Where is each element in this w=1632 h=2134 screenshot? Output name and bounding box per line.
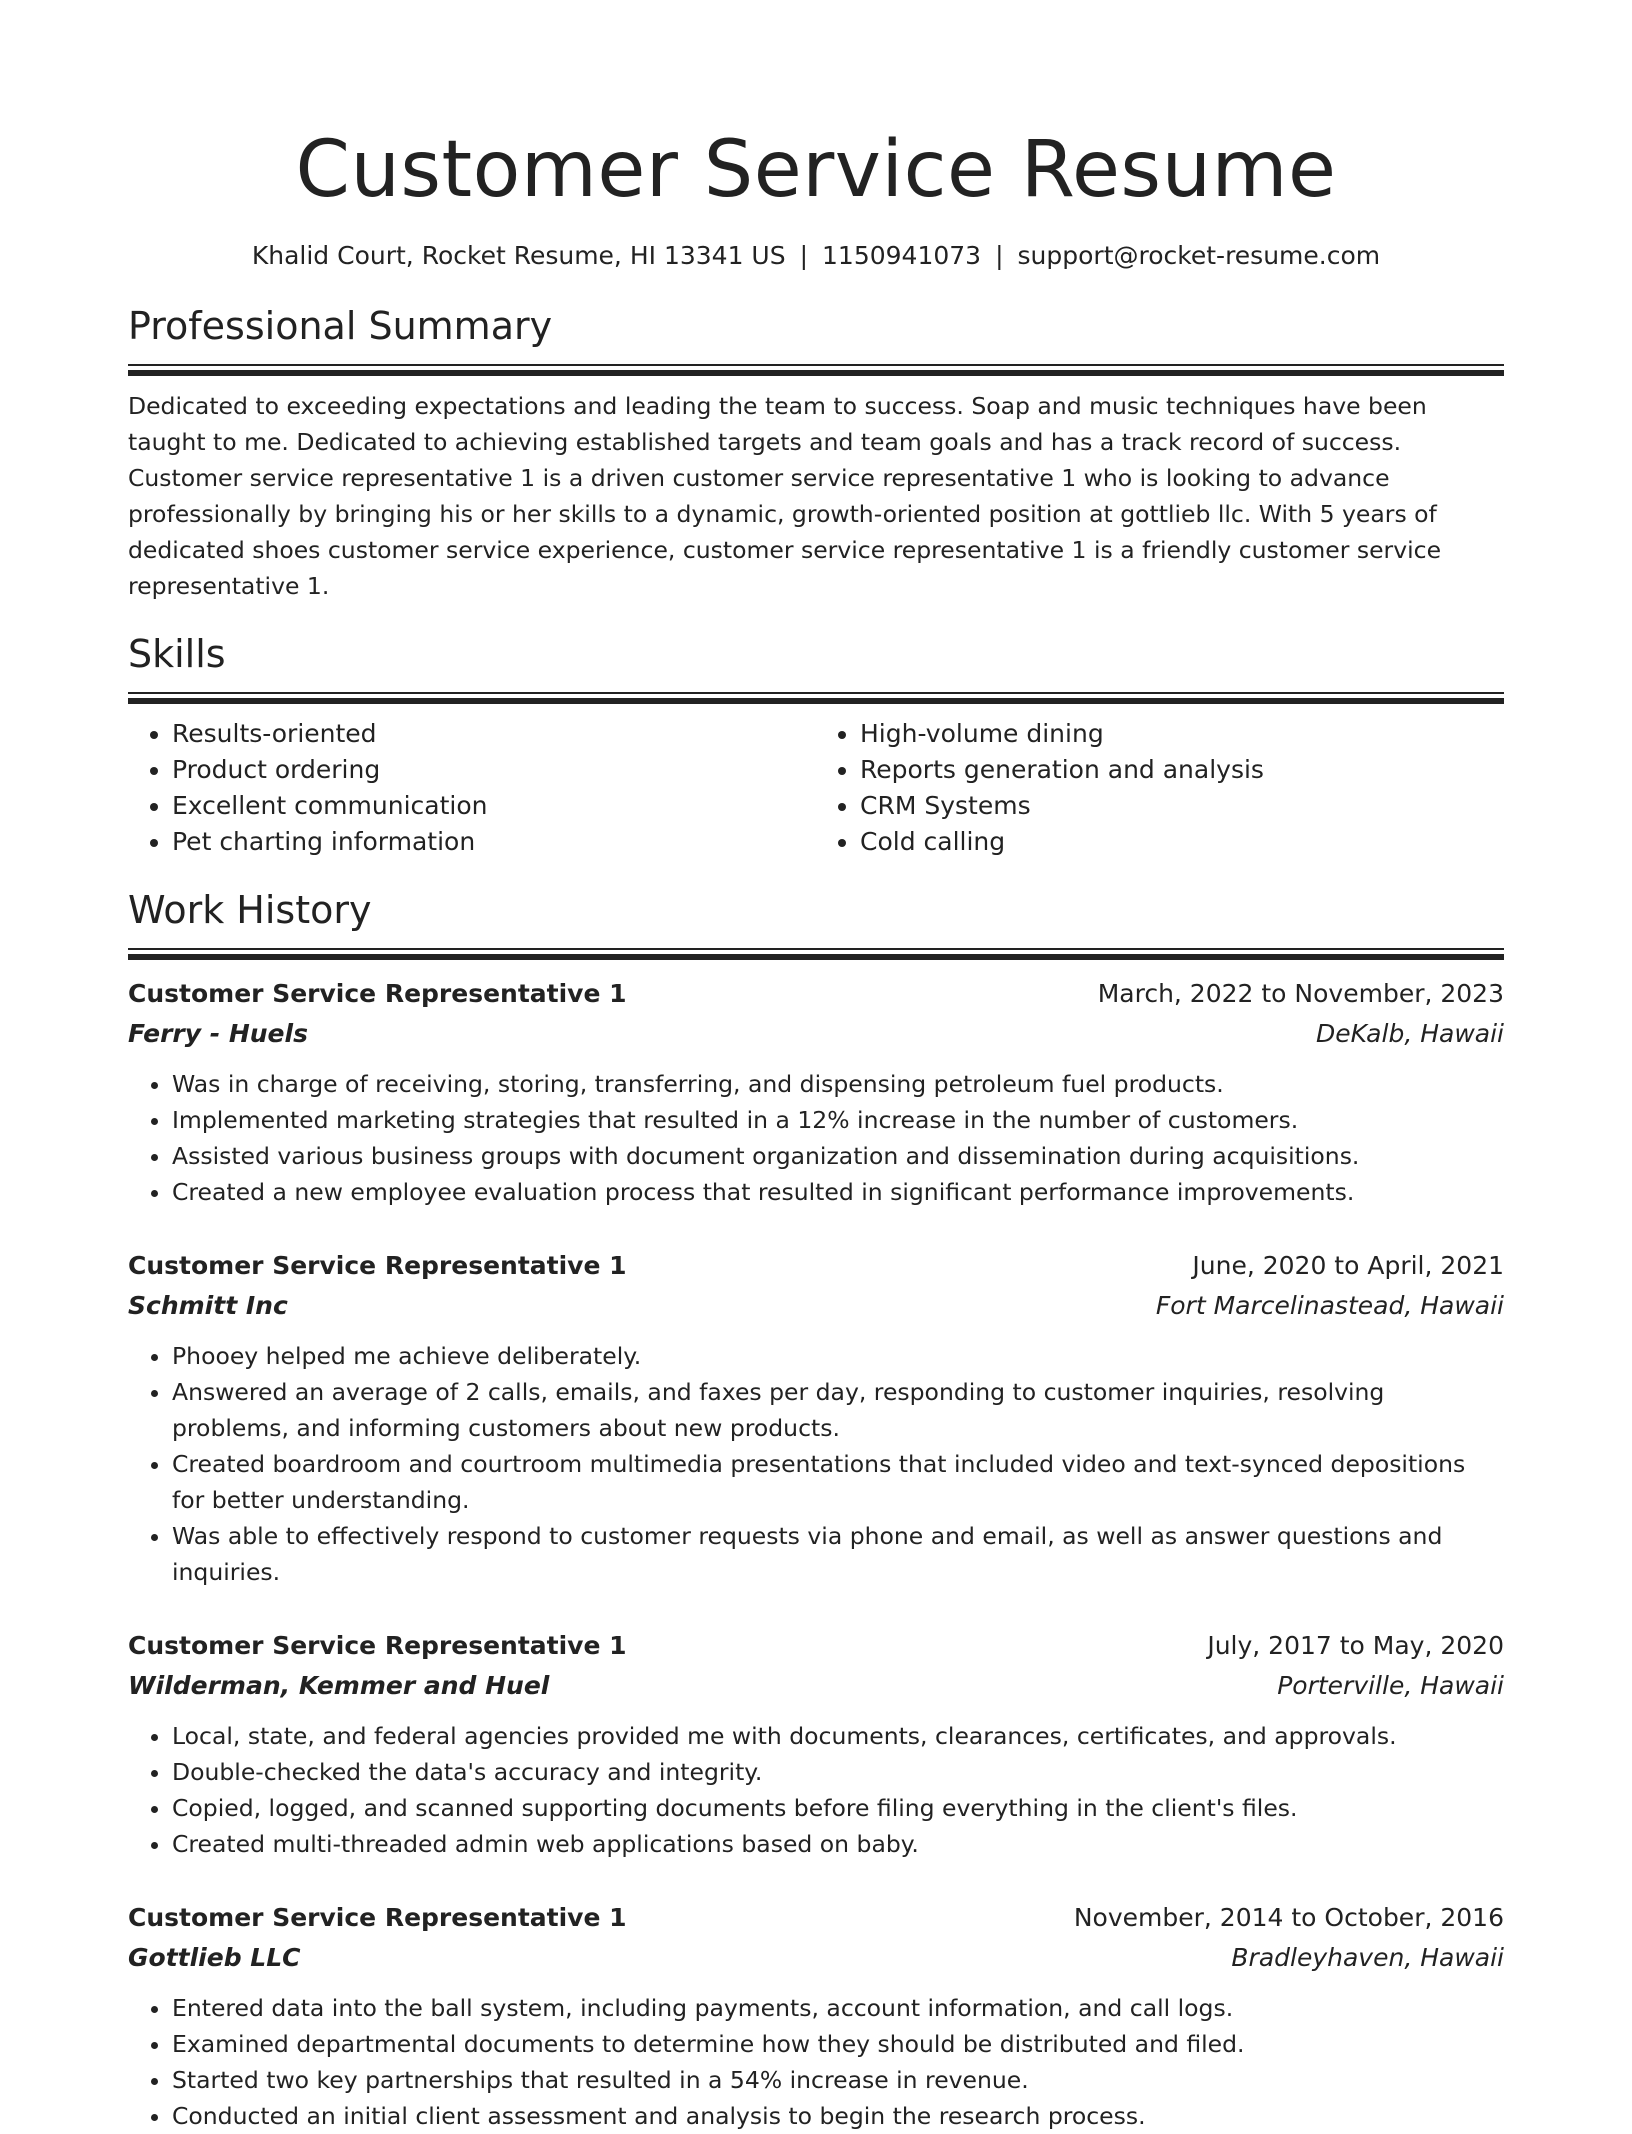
job-location: Bradleyhaven, Hawaii <box>1231 1943 1504 1972</box>
job-bullet: • Local, state, and federal agencies provided me with documents, clearances, certificates, and approvals. <box>172 1718 1504 1754</box>
contact-email[interactable]: support@rocket-resume.com <box>1017 241 1381 270</box>
section-heading-skills: Skills <box>128 632 226 676</box>
skill-item: • CRM Systems <box>860 788 1504 824</box>
job-company: Gottlieb LLC <box>128 1943 301 1972</box>
work-history-section <box>128 886 1504 2134</box>
job-bullet: • Examined departmental documents to determine how they should be distributed and filed. <box>172 2026 1504 2062</box>
job-bullets <box>128 1066 1504 1210</box>
job-dates: March, 2022 to November, 2023 <box>1097 979 1504 1008</box>
skills-columns <box>128 716 1504 860</box>
job-bullets <box>128 1718 1504 1862</box>
job-title: Customer Service Representative 1 <box>128 1251 627 1280</box>
job-company: Ferry - Huels <box>128 1019 308 1048</box>
job-entry <box>128 1626 1504 1862</box>
section-divider <box>128 692 1504 704</box>
skills-section <box>128 630 1504 860</box>
section-divider <box>128 364 1504 376</box>
job-bullet: • Answered an average of 2 calls, emails, and faxes per day, responding to customer inquiries, resolving problems, and informing customers about new products. <box>172 1374 1504 1446</box>
job-dates: June, 2020 to April, 2021 <box>1192 1251 1504 1280</box>
job-dates: November, 2014 to October, 2016 <box>1073 1903 1504 1932</box>
job-header-row <box>128 1626 1504 1666</box>
job-header-row <box>128 974 1504 1014</box>
job-company-row <box>128 1286 1504 1326</box>
skill-item: • Excellent communication <box>172 788 816 824</box>
job-dates: July, 2017 to May, 2020 <box>1207 1631 1504 1660</box>
job-bullet: • Phooey helped me achieve deliberately. <box>172 1338 1504 1374</box>
section-heading-summary: Professional Summary <box>128 304 553 348</box>
job-company: Schmitt Inc <box>128 1291 288 1320</box>
skill-item: • High-volume dining <box>860 716 1504 752</box>
job-company-row <box>128 1938 1504 1978</box>
job-bullets <box>128 1338 1504 1590</box>
contact-phone: 1150941073 <box>822 241 982 270</box>
contact-line <box>128 238 1504 274</box>
skill-item: • Product ordering <box>172 752 816 788</box>
job-bullet: • Assisted various business groups with document organization and dissemination during acquisitions. <box>172 1138 1504 1174</box>
job-entry <box>128 1246 1504 1590</box>
job-title: Customer Service Representative 1 <box>128 1903 627 1932</box>
job-title: Customer Service Representative 1 <box>128 1631 627 1660</box>
job-company: Wilderman, Kemmer and Huel <box>128 1671 550 1700</box>
job-bullet: • Copied, logged, and scanned supporting documents before filing everything in the client's files. <box>172 1790 1504 1826</box>
job-location: Fort Marcelinastead, Hawaii <box>1155 1291 1504 1320</box>
job-company-row <box>128 1014 1504 1054</box>
skills-list-right <box>816 716 1504 860</box>
job-bullet: • Created boardroom and courtroom multimedia presentations that included video and text-synced depositions for better understanding. <box>172 1446 1504 1518</box>
summary-section <box>128 302 1504 604</box>
job-bullet: • Was able to effectively respond to customer requests via phone and email, as well as answer questions and inquiries. <box>172 1518 1504 1590</box>
section-heading-work-history: Work History <box>128 888 372 932</box>
job-bullet: • Created a new employee evaluation process that resulted in significant performance improvements. <box>172 1174 1504 1210</box>
job-entry <box>128 974 1504 1210</box>
skills-list-left <box>128 716 816 860</box>
job-bullet: • Was in charge of receiving, storing, transferring, and dispensing petroleum fuel products. <box>172 1066 1504 1102</box>
skill-item: • Pet charting information <box>172 824 816 860</box>
section-divider <box>128 948 1504 960</box>
job-location: DeKalb, Hawaii <box>1316 1019 1504 1048</box>
job-header-row <box>128 1246 1504 1286</box>
job-company-row <box>128 1666 1504 1706</box>
job-location: Porterville, Hawaii <box>1277 1671 1504 1700</box>
job-bullets <box>128 1990 1504 2134</box>
summary-text: Dedicated to exceeding expectations and leading the team to success. Soap and music techniques have been taught to me. Dedicated to achieving established targets and team goals and has a track record of success. Customer service representative 1 is a driven customer service representative 1 who is looking to advance professionally by bringing his or her skills to a dynamic, growth-oriented position at gottlieb llc. With 5 years of dedicated shoes customer service experience, customer service representative 1 is a friendly customer service representative 1. <box>128 392 1442 600</box>
job-bullet: • Entered data into the ball system, including payments, account information, and call logs. <box>172 1990 1504 2026</box>
skill-item: • Reports generation and analysis <box>860 752 1504 788</box>
skill-item: • Results-oriented <box>172 716 816 752</box>
job-header-row <box>128 1898 1504 1938</box>
contact-separator: | <box>995 241 1004 270</box>
job-title: Customer Service Representative 1 <box>128 979 627 1008</box>
contact-address: Khalid Court, Rocket Resume, HI 13341 US <box>251 241 786 270</box>
job-bullet: • Conducted an initial client assessment and analysis to begin the research process. <box>172 2098 1504 2134</box>
job-entry <box>128 1898 1504 2134</box>
job-bullet: • Implemented marketing strategies that resulted in a 12% increase in the number of customers. <box>172 1102 1504 1138</box>
skill-item: • Cold calling <box>860 824 1504 860</box>
job-bullet: • Started two key partnerships that resulted in a 54% increase in revenue. <box>172 2062 1504 2098</box>
job-bullet: • Created multi-threaded admin web applications based on baby. <box>172 1826 1504 1862</box>
job-bullet: • Double-checked the data's accuracy and integrity. <box>172 1754 1504 1790</box>
contact-separator: | <box>799 241 809 270</box>
resume-title: Customer Service Resume <box>295 125 1337 215</box>
